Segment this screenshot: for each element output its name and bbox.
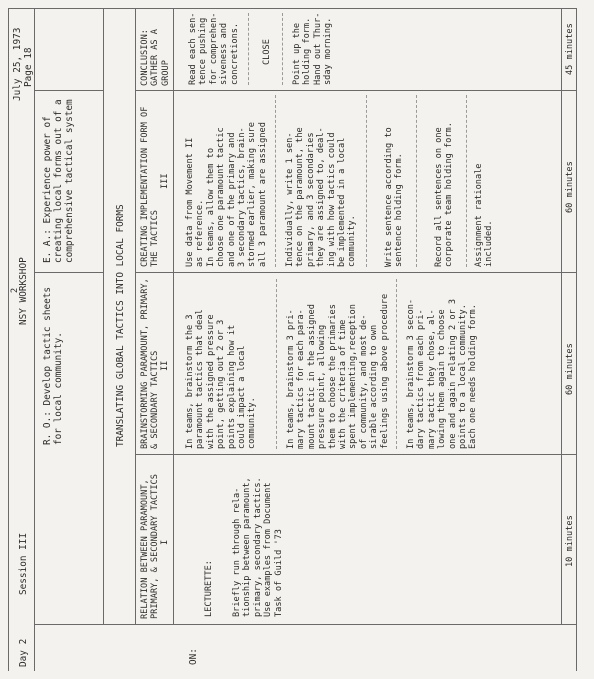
column-1-block-1: LECTURETTE:	[204, 560, 214, 617]
col-divider-2	[135, 272, 577, 273]
column-3-block-2: Individually, write 1 sen- tence on the paramount, the primary, and 3 secondaries they are assigned to, deal- ing with how tactics could be implemented in a local community.	[285, 127, 358, 267]
column-3-block-3: Write sentence according to sentence holding form.	[384, 127, 405, 267]
page-mark: 2	[10, 287, 20, 293]
column-3-separator-1	[275, 95, 276, 267]
column-1-block-2: Briefly run through rela- tionship between paramount, primary, secondary tactics. Use examples from Document Task of Guild '73	[232, 477, 284, 617]
column-3-heading: CREATING IMPLEMENTATION FORM OF THE TACTICS	[140, 106, 161, 267]
experiential-aim: E. A.: Experience power of creating local forms out of a comprehensive tactical system	[42, 99, 75, 263]
date-label: July 25, 1973	[12, 27, 23, 101]
column-2-separator-1	[276, 279, 277, 449]
page-number: Page 18	[23, 47, 34, 87]
column-2-block-3: In teams, brainstorm 3 secon- dary tactics from each pri- mary tactic they chose, al- lowing them again to choose one and again relating 2 or 3 points to a local community. Each one needs holding form.	[406, 298, 479, 449]
column-2-time: 60 minutes	[565, 343, 575, 395]
column-3-block-4: Record all sentences on one corporate team holding form.	[434, 122, 455, 267]
column-4-block-1: Read each sen- tence pushing for comprehen- siveness and concretions.	[188, 12, 240, 85]
column-3-separator-4	[466, 95, 467, 267]
section-title: TRANSLATING GLOBAL TACTICS INTO LOCAL FORMS	[115, 204, 126, 447]
column-4-block-3: Point up the holding form. Hand out Thur- sday morning.	[292, 12, 334, 85]
column-2-block-1: In teams, brainstorm the 3 paramount tactics that deal with the assigned pressure point, getting out 2 or 3 points explaining how it could impact a local community.	[185, 309, 258, 449]
table-left-rule	[34, 624, 577, 625]
column-3-numeral: III	[160, 173, 170, 189]
column-1-time: 10 minutes	[565, 515, 575, 567]
table-top-rule	[135, 8, 136, 625]
column-2-block-2: In teams, brainstorm 3 pri- mary tactics for each para- mount tactic in the assigned pressure point, allowing them to choose the primaries with the criteria of time spent implementing,reception of community, and most de- sirable according to own feelings using above procedure	[286, 293, 390, 449]
column-2-separator-2	[396, 279, 397, 449]
objectives-divider	[103, 8, 104, 625]
column-3-block-1: Use data from Movement II as reference. In teams, allow them to choose one paramount tactic and one of the primary and 3 secondary tactics, brain- stormed earlier, making sure all 3 paramount are assigned	[185, 122, 268, 267]
column-3-block-5: Assignment rationale included.	[474, 163, 495, 267]
objectives-col-divider-1	[34, 272, 104, 273]
column-3-separator-3	[416, 95, 417, 267]
time-row-rule	[561, 8, 562, 625]
rational-objective: R. O.: Develop tactic sheets for local community.	[42, 286, 64, 445]
column-4-separator-2	[282, 13, 283, 85]
column-4-separator-1	[248, 13, 249, 85]
column-3-time: 60 minutes	[565, 161, 575, 213]
top-border	[8, 8, 9, 671]
col-divider-time	[34, 90, 104, 91]
column-3-separator-2	[366, 95, 367, 267]
session-label: Session III	[18, 532, 29, 595]
column-4-time: 45 minutes	[565, 23, 575, 75]
header-divider	[34, 8, 35, 671]
column-4-heading: CONCLUSION: GATHER AS A GROUP	[140, 29, 171, 86]
day-label: Day 2	[18, 638, 29, 667]
column-1-numeral: I	[160, 539, 170, 545]
side-label: ON:	[188, 648, 199, 665]
col-divider-3	[135, 90, 577, 91]
column-1-heading: RELATION BETWEEN PARAMOUNT, PRIMARY, & SECONDARY TACTICS	[140, 474, 161, 619]
col-divider-1	[135, 454, 577, 455]
table-subheader-rule	[173, 8, 174, 625]
right-border	[8, 8, 577, 9]
column-2-heading: BRAINSTORMING PARAMOUNT, PRIMARY, & SECONDARY TACTICS	[140, 278, 161, 449]
workshop-title: NSY WORKSHOP	[18, 257, 29, 325]
column-4-close: CLOSE	[262, 39, 272, 65]
column-2-numeral: II	[160, 360, 170, 371]
bottom-border	[576, 8, 577, 671]
